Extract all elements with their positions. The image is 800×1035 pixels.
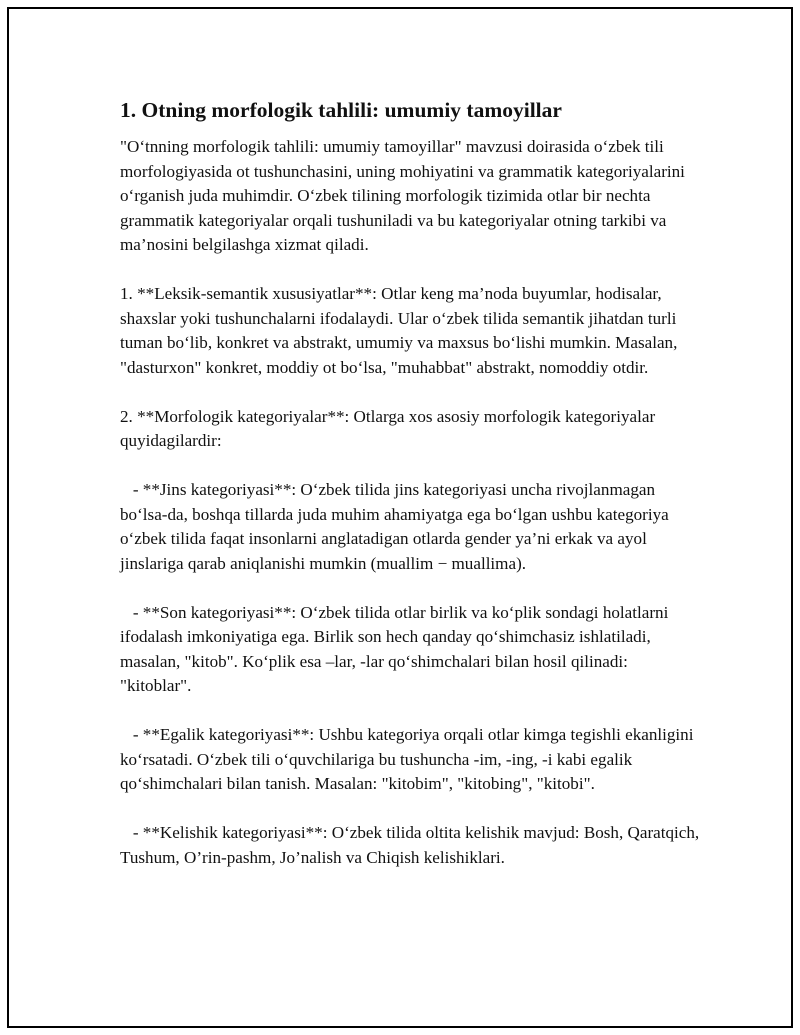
paragraph-spacer [120, 454, 700, 479]
document-body [120, 97, 704, 870]
paragraph-spacer [120, 576, 700, 601]
paragraph-spacer [120, 797, 700, 822]
morphological-categories-paragraph: 2. **Morfologik kategoriyalar**: Otlarga xos asosiy morfologik kategoriyalar quyidagilardir: [120, 406, 660, 450]
lexical-semantic-paragraph: 1. **Leksik-semantik xususiyatlar**: Otlar keng ma’noda buyumlar, hodisalar, shaxslar yoki tushunchalarni ifodalaydi. Ular o‘zbek tilida semantik jihatdan turli tuman bo‘lib, konkret va abstrakt, umumiy va maxsus bo‘lishi mumkin. Masalan, "dasturxon" konkret, moddiy ot bo‘lsa, "muhabbat" abstrakt, nomoddiy otdir. [120, 284, 682, 377]
intro-paragraph: "O‘tnning morfologik tahlili: umumiy tamoyillar" mavzusi doirasida o‘zbek tili morfologiyasida ot tushunchasini, uning mohiyatini va grammatik kategoriyalarini o‘rganish juda muhimdir. O‘zbek tilining morfologik tizimida otlar bir nechta grammatik kategoriyalar orqali tushuniladi va bu kategoriyalar otning tarkibi va ma’nosini belgilashga xizmat qiladi. [120, 137, 690, 254]
number-category-paragraph: - **Son kategoriyasi**: O‘zbek tilida otlar birlik va ko‘plik sondagi holatlarni ifodalash imkoniyatiga ega. Birlik son hech qanday qo‘shimchasiz ishlatiladi, masalan, "kitob". Ko‘plik esa –lar, -lar qo‘shimchalari bilan hosil qilinadi: "kitoblar". [120, 602, 673, 695]
paragraph-spacer [120, 699, 700, 724]
document-title: 1. Otning morfologik tahlili: umumiy tamoyillar [120, 98, 562, 122]
possessive-category-paragraph: - **Egalik kategoriyasi**: Ushbu kategoriya orqali otlar kimga tegishli ekanligini ko‘rsatadi. O‘zbek tili o‘quvchilariga bu tushuncha -im, -ing, -i kabi egalik qo‘shimchalari bilan tanish. Masalan: "kitobim", "kitobing", "kitobi". [120, 725, 698, 793]
gender-category-paragraph: - **Jins kategoriyasi**: O‘zbek tilida jins kategoriyasi uncha rivojlanmagan bo‘lsa-da, boshqa tillarda juda muhim ahamiyatga ega bo‘lgan ushbu kategoriya o‘zbek tilida faqat insonlarni anglatadigan otlarda gender ya’ni erkak va ayol jinslariga qarab aniqlanishi mumkin (muallim − muallima). [120, 480, 674, 573]
page-frame [7, 7, 793, 1028]
paragraph-spacer [120, 380, 700, 405]
case-category-paragraph: - **Kelishik kategoriyasi**: O‘zbek tilida oltita kelishik mavjud: Bosh, Qaratqich, Tushum, O’rin-pashm, Jo’nalish va Chiqish kelishiklari. [120, 823, 704, 867]
paragraph-spacer [120, 258, 700, 283]
